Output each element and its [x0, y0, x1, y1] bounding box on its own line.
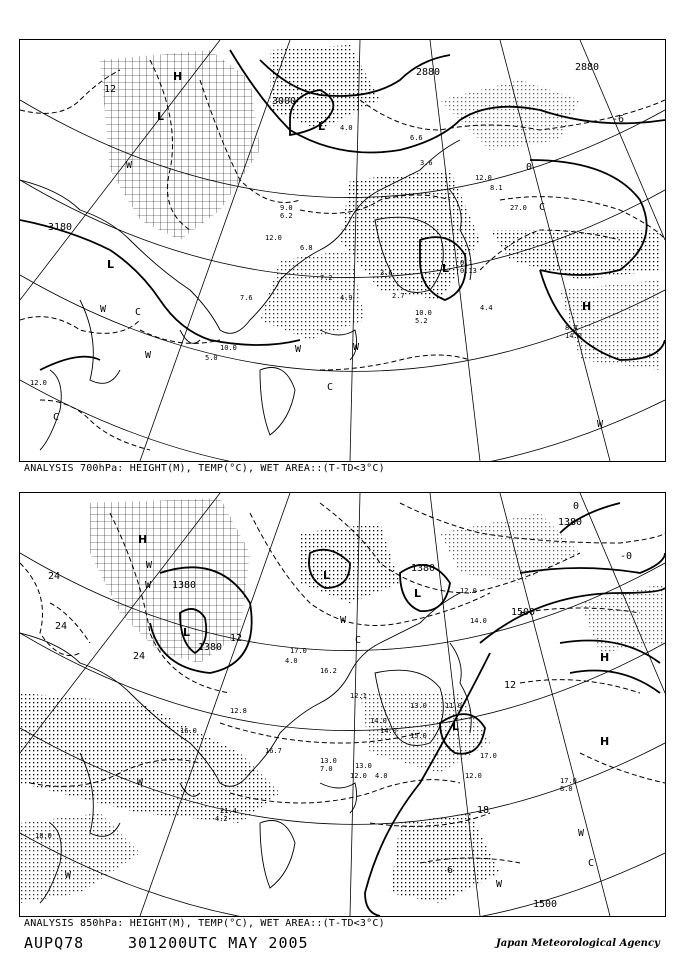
temp-center: W — [578, 828, 585, 839]
map-panel-850hpa — [19, 492, 666, 917]
pressure-center: H — [138, 533, 148, 546]
svg-text:3.6: 3.6 — [420, 159, 433, 167]
svg-text:12.8: 12.8 — [230, 707, 247, 715]
height-label: 1500 — [533, 899, 558, 910]
isotherm-label: 0 — [573, 501, 580, 512]
svg-text:10.0: 10.0 — [415, 309, 432, 317]
pressure-center: H — [600, 651, 610, 664]
temp-center: C — [588, 858, 595, 869]
height-label: 1380 — [198, 642, 223, 653]
isotherm-label: 18 — [477, 805, 490, 816]
svg-text:0.1: 0.1 — [460, 259, 473, 267]
svg-text:8.1: 8.1 — [490, 184, 503, 192]
pressure-center: L — [323, 569, 331, 582]
svg-text:5.0: 5.0 — [205, 354, 218, 362]
temp-center: W — [496, 879, 503, 890]
svg-text:6.2: 6.2 — [280, 212, 293, 220]
svg-text:18.0: 18.0 — [35, 832, 52, 840]
height-label: 3000 — [272, 96, 297, 107]
temp-center: C — [53, 412, 60, 423]
svg-text:14.0: 14.0 — [380, 727, 397, 735]
svg-text:13.0: 13.0 — [410, 702, 427, 710]
temp-center: C — [327, 382, 334, 393]
isotherm-label: 24 — [133, 651, 146, 662]
isotherm-label: 6 — [447, 865, 454, 876]
svg-text:3.6: 3.6 — [380, 269, 393, 277]
caption-700hpa: ANALYSIS 700hPa: HEIGHT(M), TEMP(°C), WET AREA::(T-TD<3°C) — [24, 463, 385, 474]
svg-text:5.2: 5.2 — [415, 317, 428, 325]
svg-text:14.0: 14.0 — [565, 332, 582, 340]
isotherm-label: 24 — [55, 621, 68, 632]
svg-text:12.0: 12.0 — [350, 772, 367, 780]
svg-text:12.0: 12.0 — [30, 379, 47, 387]
bulletin-code: AUPQ78 — [24, 934, 85, 952]
svg-text:6.6: 6.6 — [410, 134, 423, 142]
svg-text:17.0: 17.0 — [290, 647, 307, 655]
agency-name: Japan Meteorological Agency — [496, 938, 660, 949]
temp-center: C — [539, 202, 546, 213]
svg-text:4.2: 4.2 — [215, 815, 228, 823]
svg-text:12.1: 12.1 — [350, 692, 367, 700]
pressure-center: L — [414, 587, 422, 600]
temp-center: W — [353, 342, 360, 353]
temp-center: W — [137, 777, 144, 788]
svg-text:21.4: 21.4 — [220, 807, 237, 815]
svg-text:8.0: 8.0 — [560, 785, 573, 793]
height-label: 1380 — [172, 580, 197, 591]
height-label: 3180 — [48, 222, 73, 233]
svg-text:12.0: 12.0 — [460, 587, 477, 595]
caption-850hpa: ANALYSIS 850hPa: HEIGHT(M), TEMP(°C), WET AREA::(T-TD<3°C) — [24, 918, 385, 929]
wet-area-shading — [100, 45, 660, 370]
isotherm-label: -6 — [612, 114, 625, 125]
height-label: 2880 — [416, 67, 441, 78]
height-label: 2880 — [575, 62, 600, 73]
svg-text:12.0: 12.0 — [475, 174, 492, 182]
isotherm-label: 24 — [48, 571, 61, 582]
svg-text:4.0: 4.0 — [375, 772, 388, 780]
svg-text:4.9: 4.9 — [340, 294, 353, 302]
pressure-center: L — [157, 110, 165, 123]
svg-text:12.0: 12.0 — [465, 772, 482, 780]
temp-center: W — [100, 304, 107, 315]
pressure-center: H — [600, 735, 610, 748]
map-850hpa-svg — [20, 493, 665, 916]
svg-text:13.0: 13.0 — [355, 762, 372, 770]
pressure-center: L — [442, 262, 450, 275]
svg-text:12.0: 12.0 — [265, 234, 282, 242]
temp-center: W — [146, 560, 153, 571]
isotherm-label: -0 — [620, 551, 633, 562]
temp-center: C — [135, 307, 142, 318]
height-label: 1500 — [511, 607, 536, 618]
temp-center: W — [597, 419, 604, 430]
height-label: 1380 — [411, 563, 436, 574]
pressure-center: L — [452, 720, 460, 733]
temp-center: W — [340, 615, 347, 626]
svg-text:16.7: 16.7 — [265, 747, 282, 755]
pressure-center: H — [173, 70, 183, 83]
svg-text:14.0: 14.0 — [470, 617, 487, 625]
temp-center: C — [355, 635, 362, 646]
svg-text:4.4: 4.4 — [480, 304, 493, 312]
temp-center: W — [145, 350, 152, 361]
svg-text:11.0: 11.0 — [445, 702, 462, 710]
temp-center: W — [65, 870, 72, 881]
svg-text:7.6: 7.6 — [240, 294, 253, 302]
isotherm-label: 12 — [230, 633, 243, 644]
isotherm-label: 12 — [504, 680, 517, 691]
temp-center: W — [145, 580, 152, 591]
svg-text:7.0: 7.0 — [320, 765, 333, 773]
svg-text:4.0: 4.0 — [340, 124, 353, 132]
svg-text:16.2: 16.2 — [320, 667, 337, 675]
svg-text:10.0: 10.0 — [220, 344, 237, 352]
pressure-center: L — [183, 626, 191, 639]
svg-text:14.0: 14.0 — [370, 717, 387, 725]
isotherm-label: 12 — [104, 84, 117, 95]
svg-text:27.0: 27.0 — [510, 204, 527, 212]
svg-text:4.0: 4.0 — [285, 657, 298, 665]
svg-text:6.8: 6.8 — [300, 244, 313, 252]
svg-text:17.0: 17.0 — [480, 752, 497, 760]
temp-center: W — [126, 160, 133, 171]
svg-text:7.2: 7.2 — [320, 274, 333, 282]
svg-text:15.0: 15.0 — [410, 732, 427, 740]
svg-text:8.4: 8.4 — [565, 324, 578, 332]
height-label: 1380 — [558, 517, 583, 528]
svg-text:13.0: 13.0 — [320, 757, 337, 765]
svg-text:17.0: 17.0 — [560, 777, 577, 785]
temp-center: W — [295, 344, 302, 355]
svg-text:16.0: 16.0 — [180, 727, 197, 735]
pressure-center: L — [318, 120, 326, 133]
svg-text:2.7: 2.7 — [392, 292, 405, 300]
pressure-center: L — [107, 258, 115, 271]
isotherm-label: 0 — [526, 162, 533, 173]
map-panel-700hpa — [19, 39, 666, 462]
valid-time: 301200UTC MAY 2005 — [128, 934, 309, 952]
pressure-center: H — [582, 300, 592, 313]
wet-area-shading — [20, 498, 665, 903]
svg-text:0.13: 0.13 — [460, 267, 477, 275]
map-700hpa-svg — [20, 40, 665, 461]
svg-text:9.0: 9.0 — [280, 204, 293, 212]
